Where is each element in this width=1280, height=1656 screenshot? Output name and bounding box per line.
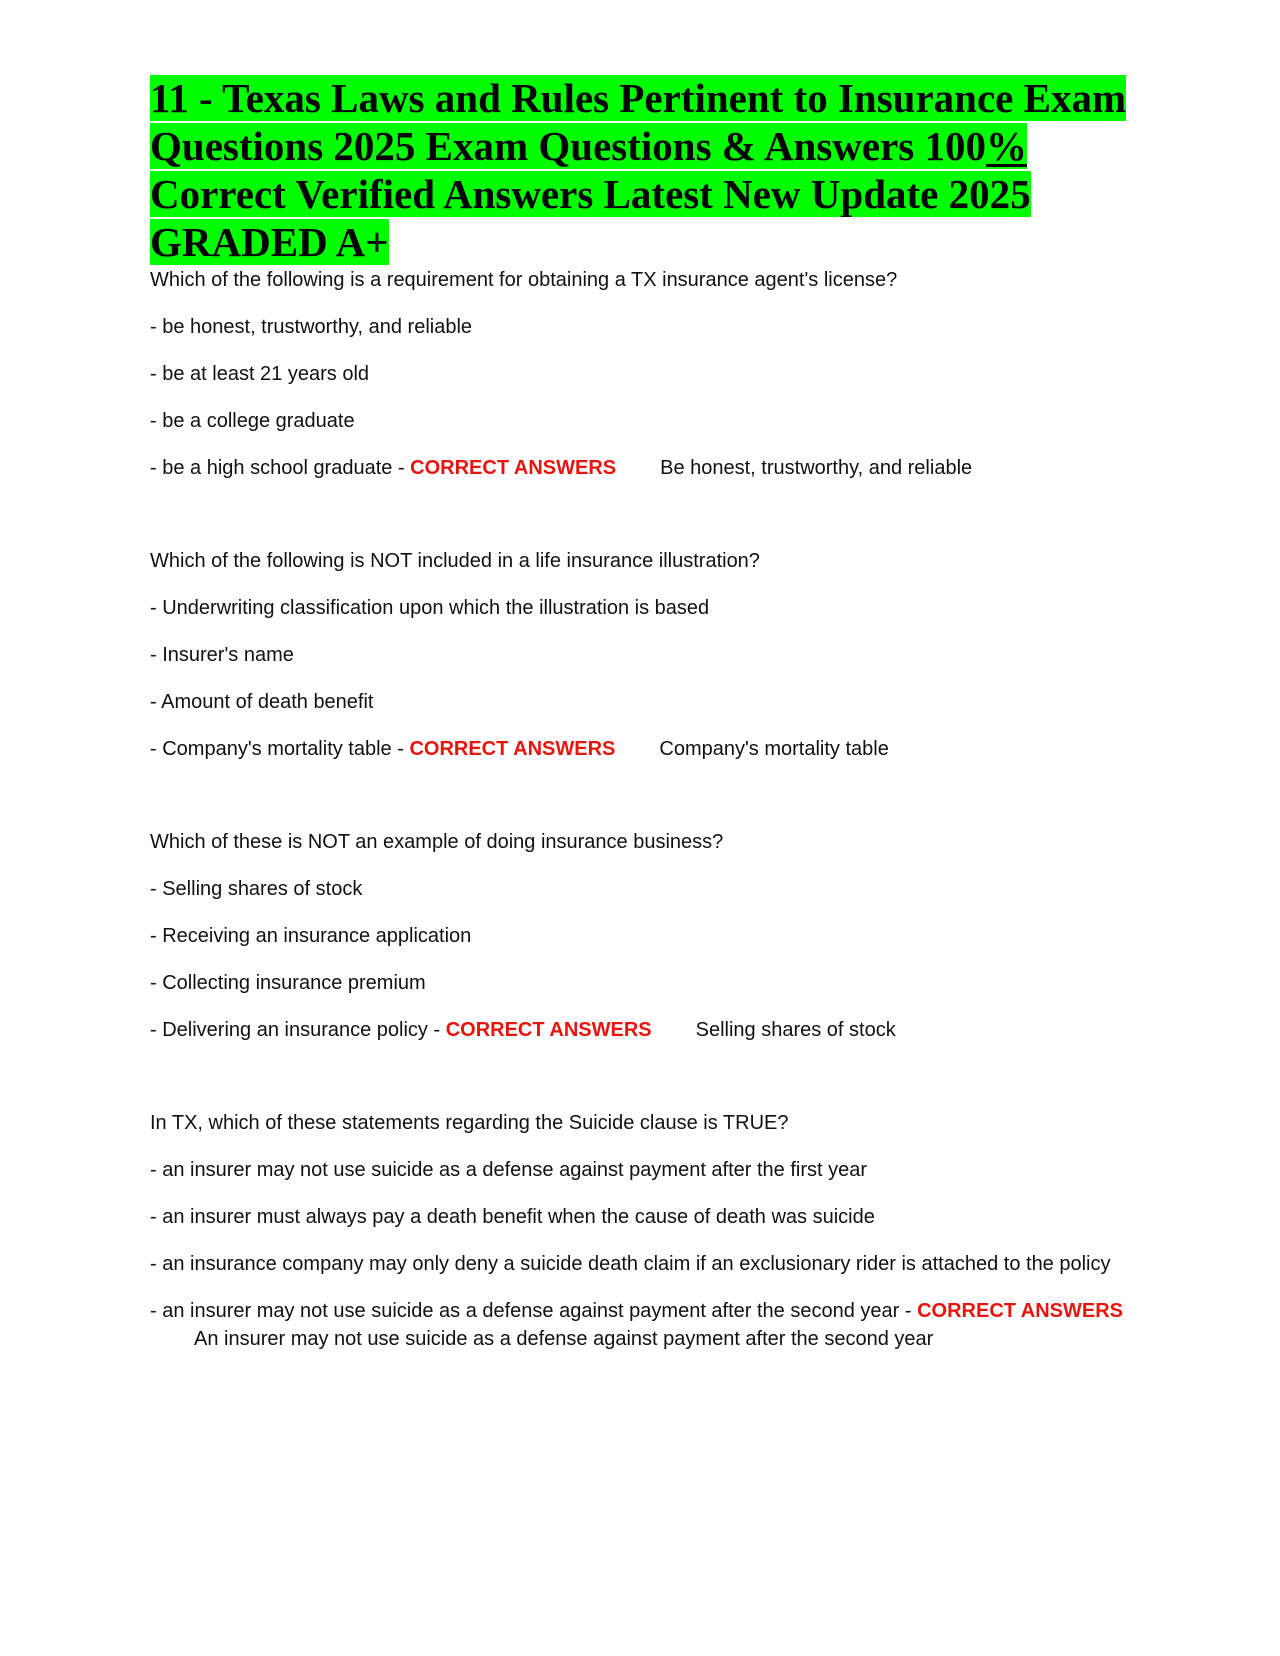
question-block [150,266,1130,482]
correct-answers-label: CORRECT ANSWERS [917,1300,1124,1322]
question-text: Which of the following is a requirement for obtaining a TX insurance agent's license? [150,269,898,291]
option-item-with-answer [150,1016,1130,1044]
title-underlined-percent: % [986,123,1028,169]
option-item: - Collecting insurance premium [150,972,426,994]
option-text: - Company's mortality table - [150,738,410,760]
title-highlight [150,75,1126,265]
option-item: - be honest, trustworthy, and reliable [150,316,473,338]
option-item: - an insurer must always pay a death benefit when the cause of death was suicide [150,1206,875,1228]
option-item: - be a college graduate [150,410,355,432]
correct-answers-label: CORRECT ANSWERS [409,738,616,760]
question-block [150,828,1130,1044]
answer-text: Be honest, trustworthy, and reliable [660,457,973,479]
option-item-with-answer [150,735,1130,763]
answer-text: Company's mortality table [659,738,889,760]
option-text: - be a high school graduate - [150,457,411,479]
option-text: - an insurer may not use suicide as a defense against payment after the second year - [150,1300,918,1322]
option-item: - Selling shares of stock [150,878,363,900]
title-text-before: 11 - Texas Laws and Rules Pertinent to Insurance Exam Questions 2025 Exam Questions & Answers 100 [150,75,1127,169]
answer-text: An insurer may not use suicide as a defense against payment after the second year [194,1328,934,1350]
option-item: - an insurance company may only deny a suicide death claim if an exclusionary rider is attached to the policy [150,1253,1111,1275]
option-item-with-answer [150,1297,1130,1353]
correct-answers-label: CORRECT ANSWERS [410,457,617,479]
question-text: In TX, which of these statements regarding the Suicide clause is TRUE? [150,1112,789,1134]
question-block [150,547,1130,763]
title-text-after: Correct Verified Answers Latest New Update 2025 GRADED A+ [150,171,1031,265]
question-text: Which of the following is NOT included in a life insurance illustration? [150,550,760,572]
question-text: Which of these is NOT an example of doing insurance business? [150,831,724,853]
question-block [150,1109,1130,1353]
document-title [150,74,1130,266]
option-item-with-answer [150,454,1130,482]
option-item: - Receiving an insurance application [150,925,472,947]
option-item: - an insurer may not use suicide as a defense against payment after the first year [150,1159,868,1181]
correct-answers-label: CORRECT ANSWERS [445,1019,652,1041]
document-page [150,74,1130,1353]
answer-text: Selling shares of stock [695,1019,896,1041]
option-item: - be at least 21 years old [150,363,370,385]
option-text: - Delivering an insurance policy - [150,1019,446,1041]
option-item: - Underwriting classification upon which the illustration is based [150,597,710,619]
option-item: - Insurer's name [150,644,294,666]
option-item: - Amount of death benefit [150,691,374,713]
